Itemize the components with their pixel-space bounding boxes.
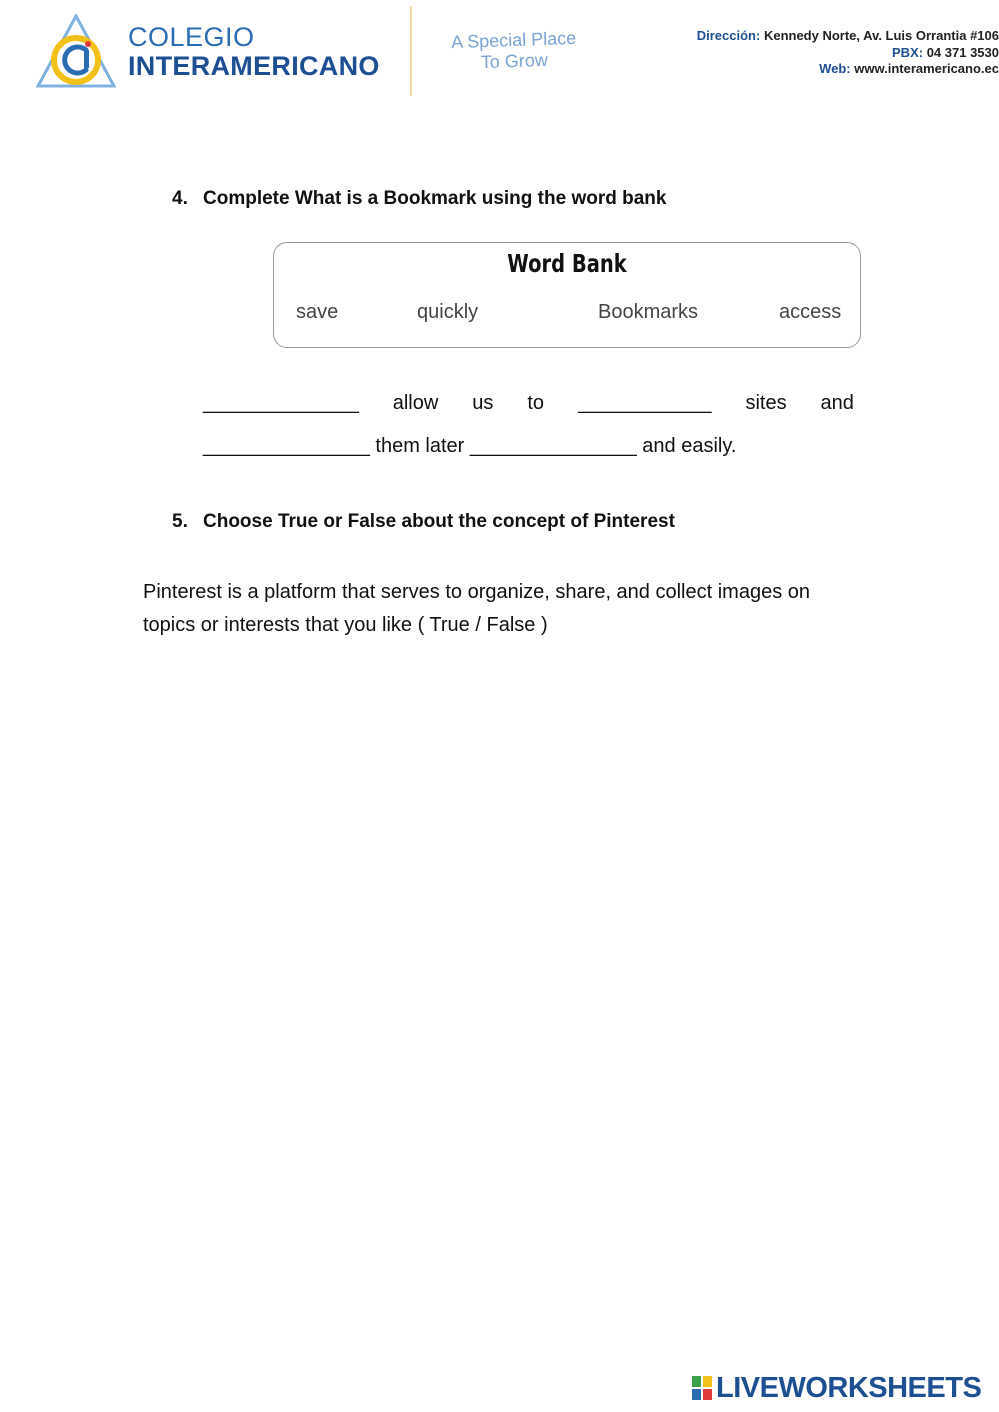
blank-2[interactable]: ____________	[578, 392, 712, 414]
line1-word: and	[820, 392, 854, 414]
question-5-heading	[172, 511, 675, 533]
tagline	[433, 27, 594, 75]
word-bank-word: access	[779, 301, 842, 323]
liveworksheets-brand	[692, 1372, 992, 1406]
liveworksheets-wordmark: LIVEWORKSHEETS	[716, 1372, 982, 1404]
question-5-number: 5.	[172, 511, 188, 532]
phone-value: 04 371 3530	[926, 44, 999, 60]
liveworksheets-logo-icon	[692, 1376, 712, 1400]
school-name-line2: INTERAMERICANO	[128, 51, 380, 81]
line1-word: sites	[745, 392, 787, 414]
phone-row	[697, 45, 999, 62]
word-bank-title: Word Bank	[507, 249, 627, 278]
tagline-line1: A Special Place	[450, 27, 577, 53]
word-bank	[273, 242, 861, 348]
question-5-statement[interactable]: Pinterest is a platform that serves to organize, share, and collect images on topics or interests that you like ( True / False )	[143, 581, 811, 636]
web-row	[697, 61, 999, 78]
word-bank-word: save	[296, 301, 339, 323]
line1-word: to	[527, 392, 545, 414]
question-4-number: 4.	[172, 188, 188, 209]
letterhead	[0, 0, 999, 110]
web-value: www.interamericano.ec	[854, 61, 999, 76]
contact-info	[697, 28, 999, 78]
fill-in-line-1	[203, 392, 854, 415]
question-5-text: Choose True or False about the concept of Pinterest	[203, 511, 675, 532]
web-label: Web:	[819, 61, 851, 76]
school-name-line1: COLEGIO	[128, 22, 255, 52]
tagline-line2: To Grow	[480, 49, 549, 73]
word-bank-word: Bookmarks	[598, 301, 699, 323]
question-4-heading	[172, 188, 666, 210]
header-divider	[410, 6, 412, 96]
blank-1[interactable]: ______________	[203, 392, 359, 414]
address-value: Kennedy Norte, Av. Luis Orrantia #106	[763, 28, 999, 43]
line1-word: allow	[392, 392, 439, 414]
address-label: Dirección:	[696, 28, 761, 43]
word-bank-word: quickly	[417, 301, 479, 323]
line1-word: us	[472, 392, 494, 414]
question-4-text: Complete What is a Bookmark using the word bank	[203, 188, 667, 209]
school-logo	[36, 14, 116, 90]
fill-in-line-2[interactable]: _______________ them later _______________ and easily.	[203, 435, 737, 457]
school-name	[128, 24, 380, 80]
address-row	[697, 28, 999, 45]
phone-label: PBX:	[892, 44, 924, 60]
